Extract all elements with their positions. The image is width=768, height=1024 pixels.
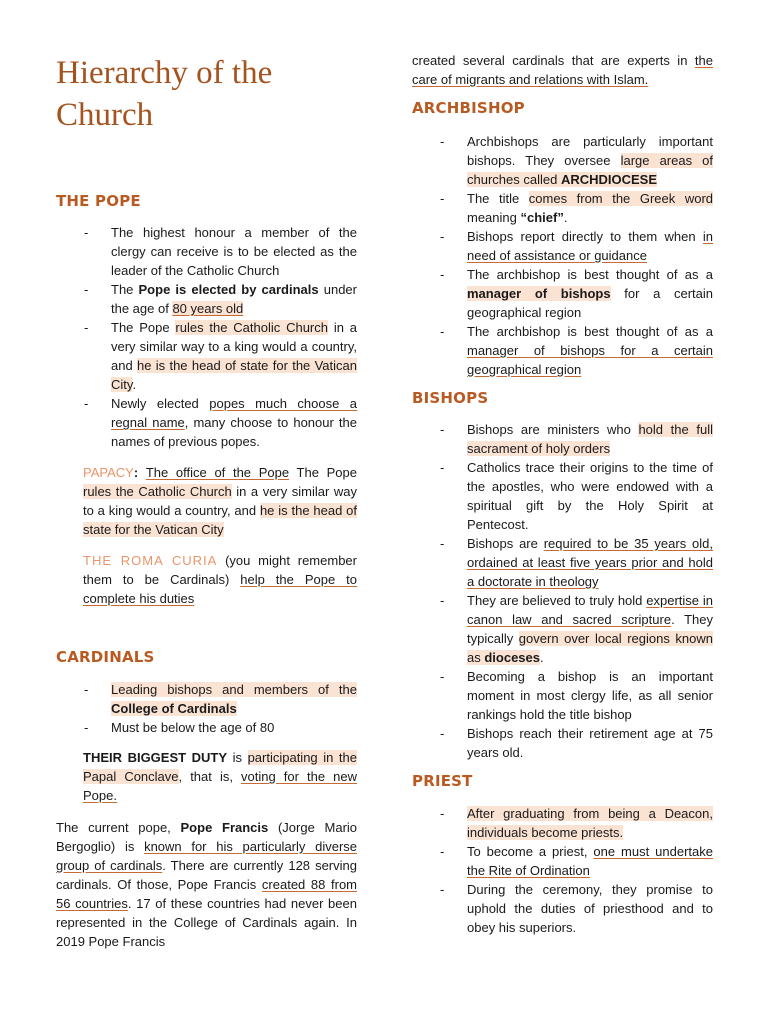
list-item: - The title comes from the Greek word meaning “chief”. <box>412 189 713 227</box>
list-item: - During the ceremony, they promise to uphold the duties of priesthood and to obey his superiors. <box>412 880 713 937</box>
list-item: - Newly elected popes much choose a regnal name, many choose to honour the names of previous popes. <box>56 394 357 451</box>
list-item: - Archbishops are particularly important bishops. They oversee large areas of churches called ARCHDIOCESE <box>412 132 713 189</box>
current-pope-paragraph: The current pope, Pope Francis (Jorge Mario Bergoglio) is known for his particularly diverse group of cardinals. There are currently 128 serving cardinals. Of those, Pope Francis created 88 from 56 countries. 17 of these countries had never been represented in the College of Cardinals again. In 2019 Pope Francis <box>56 820 357 949</box>
heading-archbishop: ARCHBISHOP <box>412 99 525 117</box>
list-item: - Catholics trace their origins to the time of the apostles, who were endowed with a spiritual gift by the Holy Spirit at Pentecost. <box>412 458 713 534</box>
list-item: - Bishops are required to be 35 years old, ordained at least five years prior and hold a doctorate in theology <box>412 534 713 591</box>
page-title: Hierarchy of the Church <box>56 55 273 133</box>
list-item: - Must be below the age of 80 <box>56 718 357 737</box>
papacy-paragraph: PAPACY: The office of the Pope The Pope rules the Catholic Church in a very similar way to a king would a country, and he is the head of state for the Vatican City <box>83 465 357 537</box>
biggest-duty-paragraph: THEIR BIGGEST DUTY is participating in the Papal Conclave, that is, voting for the new Pope. <box>83 750 357 803</box>
list-item: - To become a priest, one must undertake the Rite of Ordination <box>412 842 713 880</box>
heading-bishops: BISHOPS <box>412 389 489 407</box>
list-item: - After graduating from being a Deacon, individuals become priests. <box>412 804 713 842</box>
list-item: - The Pope is elected by cardinals under the age of 80 years old <box>56 280 357 318</box>
list-item: - Bishops reach their retirement age at 75 years old. <box>412 724 713 762</box>
priest-list <box>412 804 713 937</box>
roma-curia-paragraph: THE ROMA CURIA (you might remember them to be Cardinals) help the Pope to complete his duties <box>83 553 357 606</box>
list-item: - Leading bishops and members of the College of Cardinals <box>56 680 357 718</box>
list-item: - The highest honour a member of the clergy can receive is to be elected as the leader of the Catholic Church <box>56 223 357 280</box>
cardinals-list <box>56 680 357 737</box>
heading-the-pope: THE POPE <box>56 192 141 210</box>
heading-cardinals: CARDINALS <box>56 648 155 666</box>
list-item: - The archbishop is best thought of as a manager of bishops for a certain geographical region <box>412 322 713 379</box>
archbishop-list <box>412 132 713 379</box>
list-item: - They are believed to truly hold expertise in canon law and sacred scripture. They typically govern over local regions known as dioceses. <box>412 591 713 667</box>
pope-list <box>56 223 357 451</box>
bishops-list <box>412 420 713 762</box>
continued-paragraph: created several cardinals that are experts in the care of migrants and relations with Islam. <box>412 53 713 87</box>
list-item: - The archbishop is best thought of as a manager of bishops for a certain geographical region <box>412 265 713 322</box>
list-item: - Bishops are ministers who hold the full sacrament of holy orders <box>412 420 713 458</box>
heading-priest: PRIEST <box>412 772 473 790</box>
list-item: - Bishops report directly to them when in need of assistance or guidance <box>412 227 713 265</box>
list-item: - The Pope rules the Catholic Church in a very similar way to a king would a country, and he is the head of state for the Vatican City. <box>56 318 357 394</box>
list-item: - Becoming a bishop is an important moment in most clergy life, as all senior rankings hold the title bishop <box>412 667 713 724</box>
